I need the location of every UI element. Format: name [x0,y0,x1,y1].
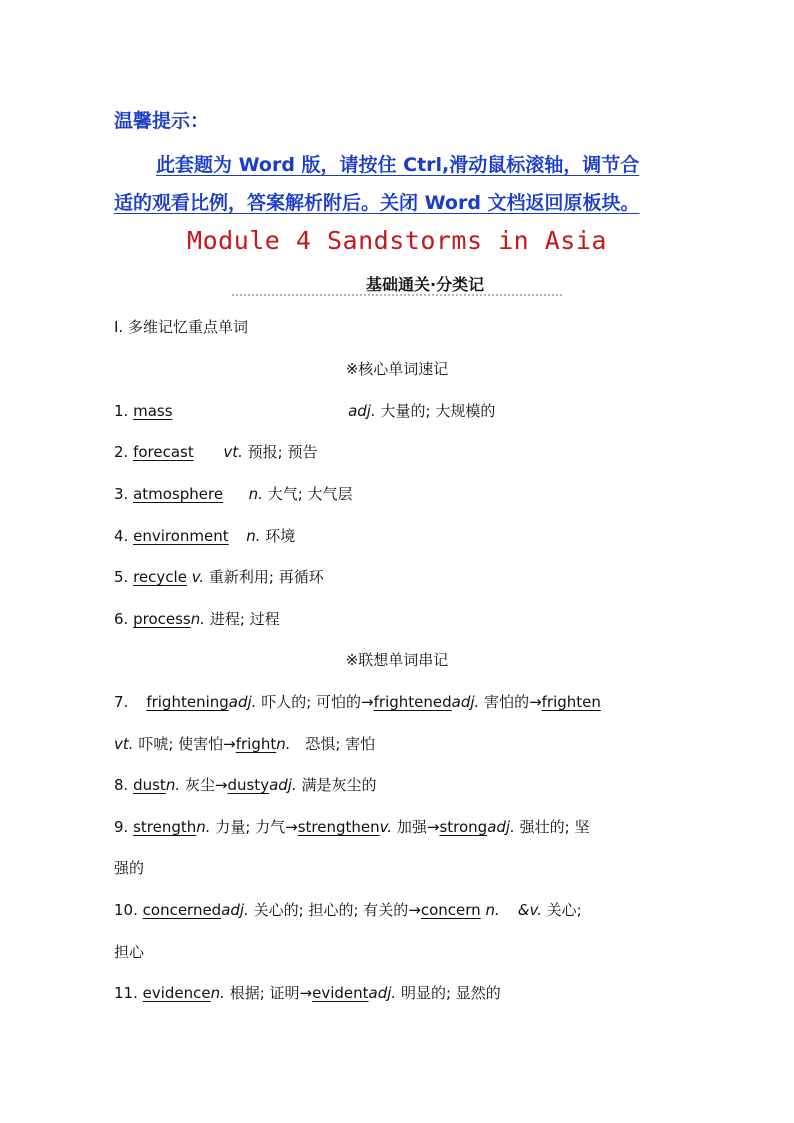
vocab-word: recycle [133,568,187,586]
vocab-word: frightening [146,693,229,711]
vocab-word: dusty [227,776,270,794]
vocab-word: evident [312,984,369,1002]
vocab-word: evidence [142,984,211,1002]
tip-body [114,146,692,222]
vocab-word: concern [420,901,481,919]
vocab-word: mass [133,402,173,420]
assoc-words-heading: ※联想单词串记 [345,651,449,669]
vocab-word: process [133,610,191,628]
vocab-word: atmosphere [133,485,224,503]
list-item: 9. strengthn. 力量; 力气→strengthenv. 加强→strongadj. 强壮的; 坚 [114,818,590,836]
list-item: 6. processn. 进程; 过程 [114,610,280,628]
vocab-word: forecast [133,443,194,461]
tip-line-2: 适的观看比例，答案解析附后。关闭 Word 文档返回原板块。 [114,192,640,214]
vocab-word: frightened [373,693,452,711]
section-heading: Ⅰ. 多维记忆重点单词 [114,318,248,336]
vocab-word: strong [439,818,488,836]
vocab-word: frighten [541,693,601,711]
list-item: 10. concernedadj. 关心的; 担心的; 有关的→concern n. &v. 关心; [114,901,582,919]
list-item: 11. evidencen. 根据; 证明→evidentadj. 明显的; 显然的 [114,984,501,1002]
list-item: 4. environment n. 环境 [114,527,296,545]
vocab-word: environment [133,527,229,545]
tip-heading: 温馨提示： [114,110,210,132]
vocab-word: strength [133,818,197,836]
page-title: Module 4 Sandstorms in Asia [187,226,607,255]
list-item-continued: 担心 [114,943,145,961]
vocab-word: strengthen [297,818,380,836]
list-item: 3. atmosphere n. 大气; 大气层 [114,485,353,503]
tip-line-1: 此套题为 Word 版，请按住 Ctrl,滑动鼠标滚轴，调节合 [156,154,640,176]
page-subtitle: 基础通关·分类记 [366,275,485,294]
list-item-continued: vt. 吓唬; 使害怕→frightn. 恐惧; 害怕 [114,735,376,753]
list-item: 2. forecast vt. 预报; 预告 [114,443,318,461]
vocab-word: dust [133,776,166,794]
list-item-continued: 强的 [114,859,145,877]
list-item: 1. mass adj. 大量的; 大规模的 [114,402,496,420]
core-words-heading: ※核心单词速记 [345,360,449,378]
list-item: 5. recycle v. 重新利用; 再循环 [114,568,324,586]
list-item: 8. dustn. 灰尘→dustyadj. 满是灰尘的 [114,776,377,794]
vocab-word: fright [235,735,277,753]
vocab-word: concerned [142,901,222,919]
dotted-divider [232,294,562,298]
list-item: 7. frighteningadj. 吓人的; 可怕的→frightenedadj. 害怕的→frighten [114,693,601,711]
